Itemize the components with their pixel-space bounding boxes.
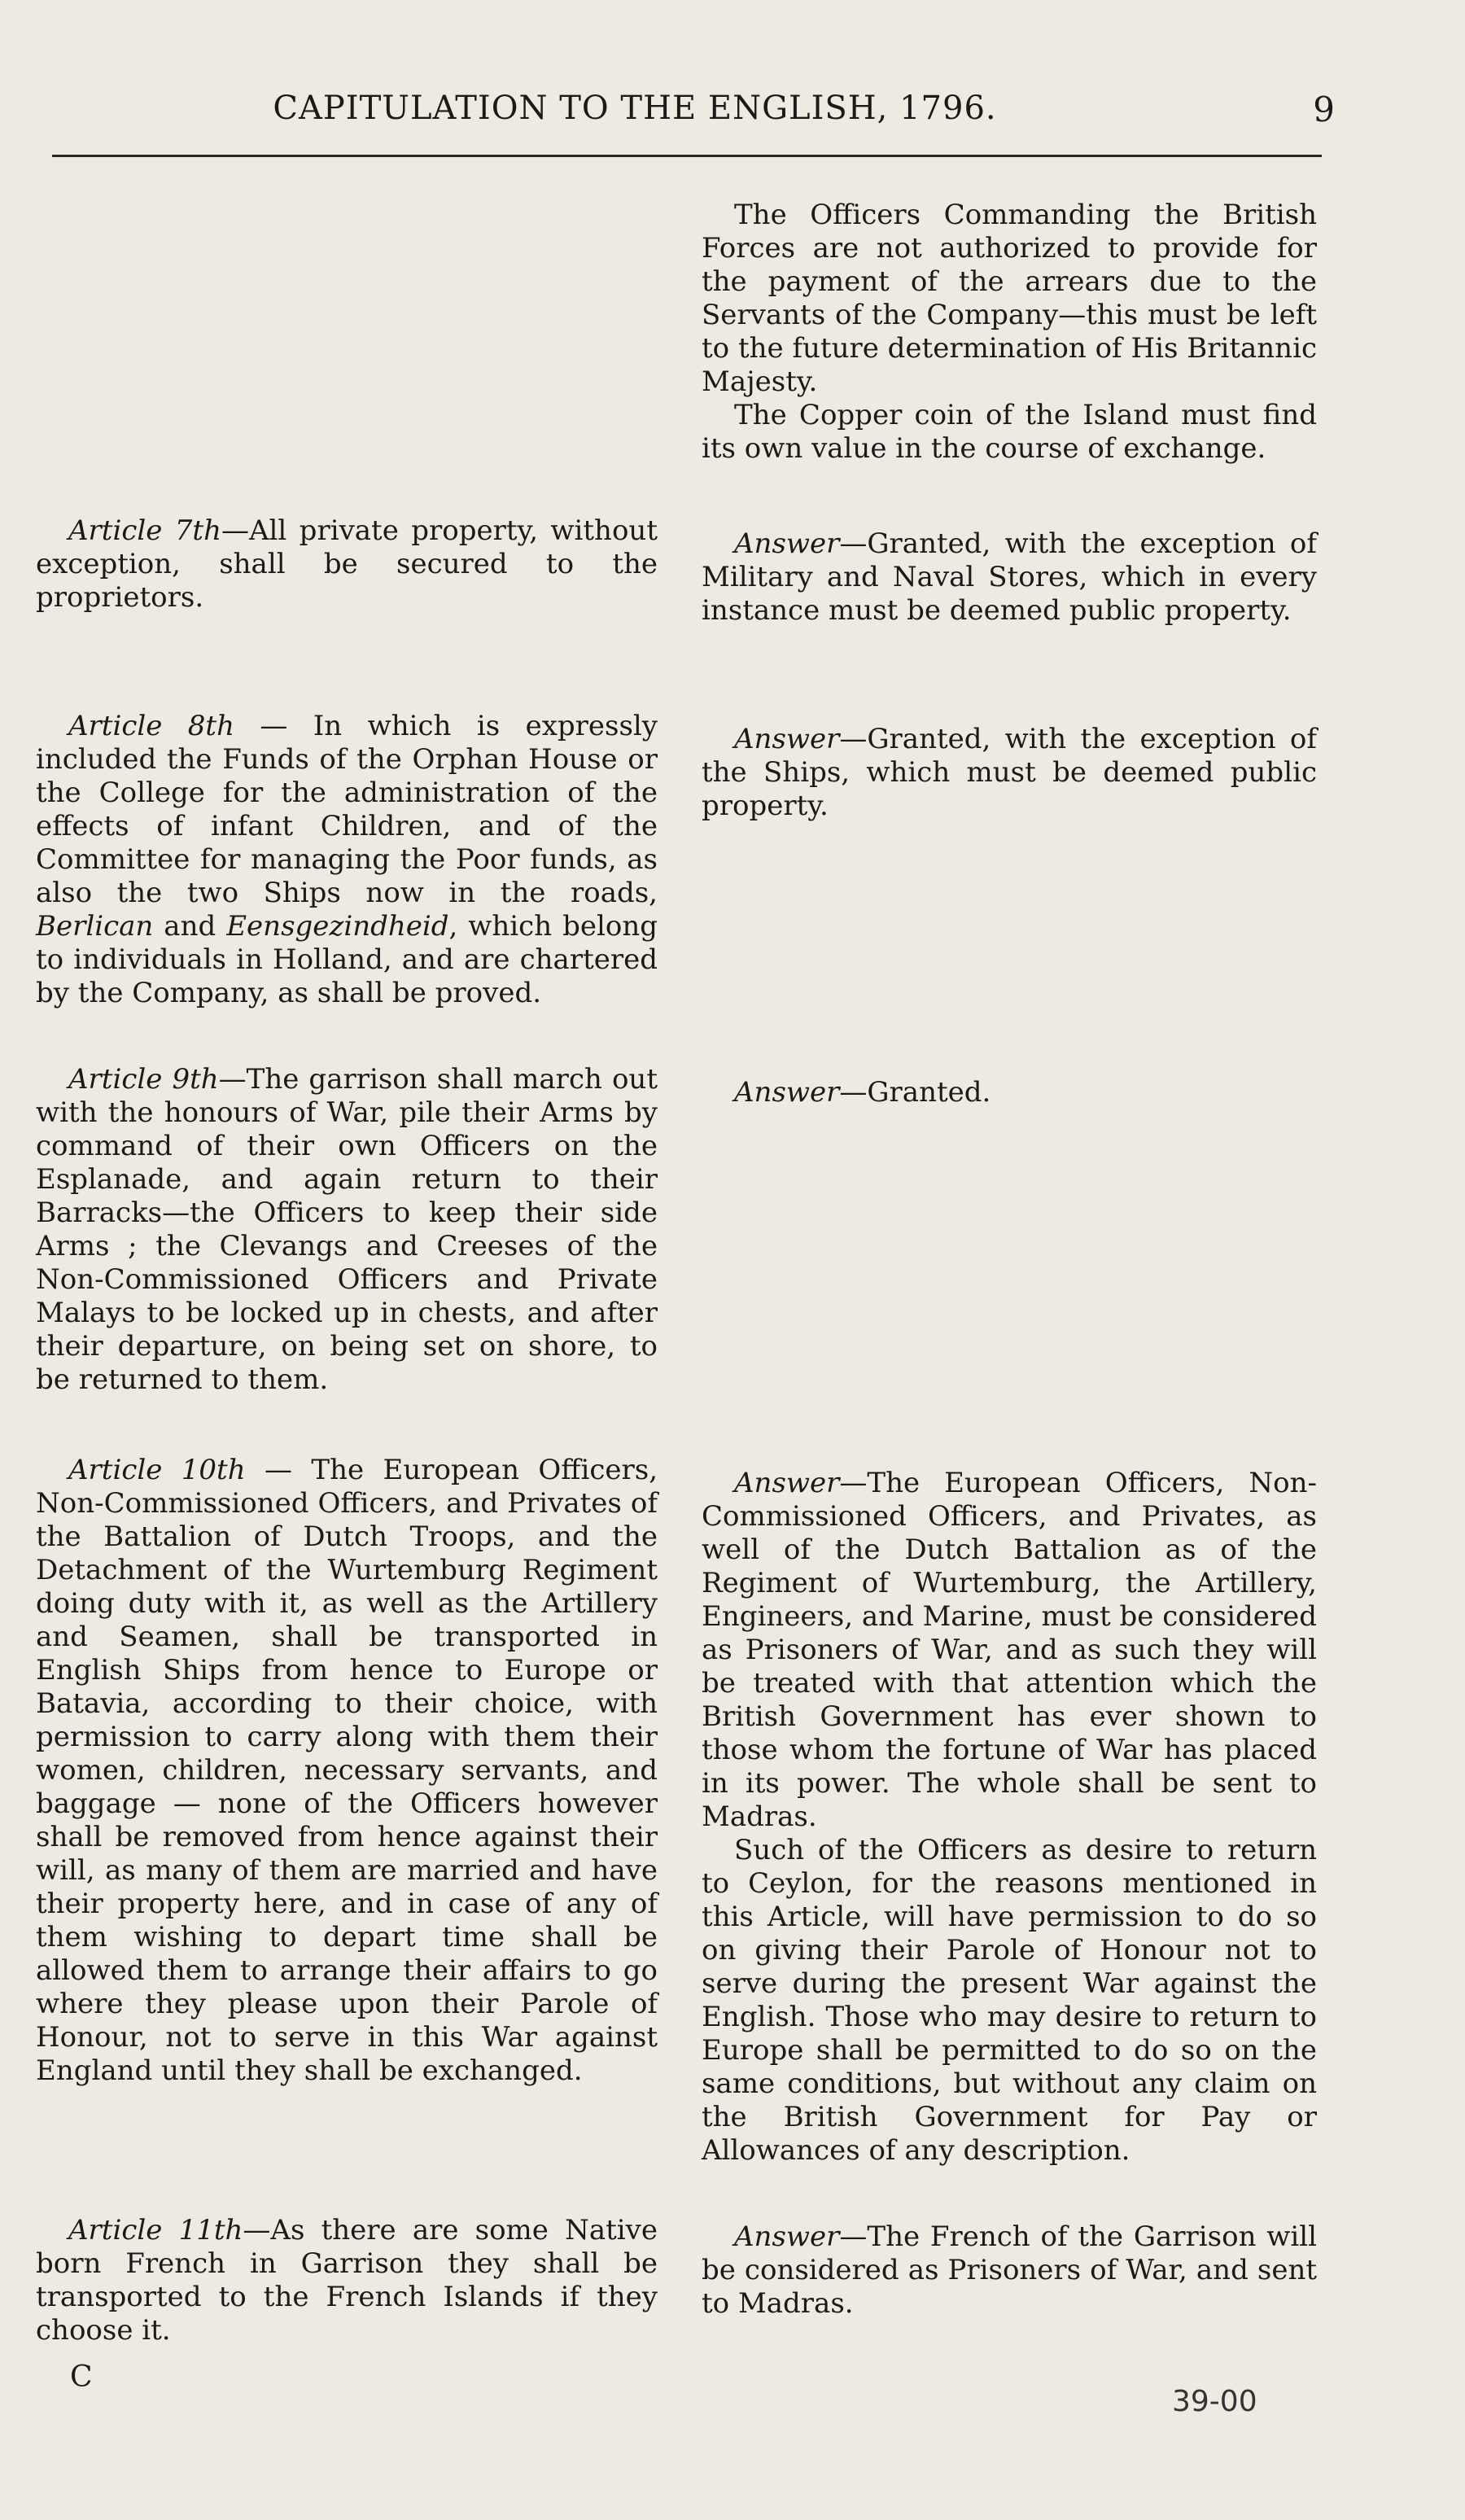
article-label: Article 9th bbox=[68, 1063, 219, 1096]
answer-text: —The European Officers, Non-Commissioned Officers, and Privates, as well of the Dutch Battalion as of the Regiment of Wurtemburg, the Artillery, Engineers, and Marine, must be considered as Prisoners of War, and as such they will be treated with that attention which the British Government has ever shown to those whom the fortune of War has placed in its power. The whole shall be sent to Madras. bbox=[702, 1467, 1317, 1833]
answer-label: Answer bbox=[734, 1467, 840, 1499]
article-9 bbox=[36, 1063, 658, 1397]
article-text: — In which is expressly included the Funds of the Orphan House or the College for the administration of the effects of infant Children, and of the Committee for managing the Poor funds, as also the two Ships now in the roads, bbox=[36, 710, 658, 909]
answer-label: Answer bbox=[734, 1076, 840, 1109]
ship-name: Eensgezindheid bbox=[226, 910, 449, 943]
header-rule bbox=[52, 155, 1322, 157]
answer-8 bbox=[702, 723, 1317, 823]
article-text: —All private property, without exception, shall be secured to the proprietors. bbox=[36, 514, 658, 614]
intro-answer-paragraph-2: The Copper coin of the Island must find its own value in the course of exchange. bbox=[702, 399, 1317, 465]
article-label: Article 10th bbox=[68, 1454, 246, 1486]
article-text: —The garrison shall march out with the honours of War, pile their Arms by command of their own Officers on the Esplanade, and again return to their Barracks—the Officers to keep their side Arms ; the Clevangs and Creeses of the Non-Commissioned Officers and Private Malays to be locked up in chests, and after their departure, on being set on shore, to be returned to them. bbox=[36, 1063, 658, 1396]
article-label: Article 11th bbox=[68, 2214, 243, 2247]
answer-label: Answer bbox=[734, 2220, 840, 2253]
article-11 bbox=[36, 2214, 658, 2347]
signature-mark: C bbox=[70, 2360, 93, 2394]
article-10 bbox=[36, 1454, 658, 2088]
article-text: — The European Officers, Non-Commissioned Officers, and Privates of the Battalion of Dutch Troops, and the Detachment of the Wurtemburg Regiment doing duty with it, as well as the Artillery and Seamen, shall be transported in English Ships from hence to Europe or Batavia, according to their choice, with permission to carry along with them their women, children, necessary servants, and baggage — none of the Officers however shall be removed from hence against their will, as many of them are married and have their property here, and in case of any of them wishing to depart time shall be allowed them to arrange their affairs to go where they please upon their Parole of Honour, not to serve in this War against England until they shall be exchanged. bbox=[36, 1454, 658, 2087]
article-text: —As there are some Native born French in Garrison they shall be transported to the French Islands if they choose it. bbox=[36, 2214, 658, 2347]
ship-name: Berlican bbox=[36, 910, 154, 943]
answer-text: —Granted, with the exception of Military and Naval Stores, which in every instance must be deemed public property. bbox=[702, 527, 1317, 627]
article-8 bbox=[36, 710, 658, 1010]
article-text: and bbox=[153, 910, 227, 943]
article-label: Article 8th bbox=[68, 710, 234, 742]
answer-text-continued: Such of the Officers as desire to return to Ceylon, for the reasons mentioned in this Article, will have permission to do so on giving their Parole of Honour not to serve during the present War against the English. Those who may desire to return to Europe shall be permitted to do so on the same conditions, but without any claim on the British Government for Pay or Allowances of any description. bbox=[702, 1834, 1317, 2167]
answer-label: Answer bbox=[734, 723, 840, 755]
answer-label: Answer bbox=[734, 527, 840, 560]
article-text: , which belong to individuals in Holland, and are chartered by the Company, as shall be proved. bbox=[36, 910, 658, 1009]
page-title: CAPITULATION TO THE ENGLISH, 1796. bbox=[273, 90, 997, 127]
intro-answer-paragraph-1: The Officers Commanding the British Forces are not authorized to provide for the payment of the arrears due to the Servants of the Company—this must be left to the future determination of His Britannic Majesty. bbox=[702, 199, 1317, 398]
intro-answer bbox=[702, 199, 1317, 466]
page-number: 9 bbox=[1313, 90, 1335, 129]
article-7 bbox=[36, 514, 658, 615]
answer-text: —Granted. bbox=[839, 1076, 991, 1109]
running-header bbox=[49, 86, 1335, 143]
catalog-stamp: 39-00 bbox=[1172, 2385, 1257, 2418]
answer-7 bbox=[702, 527, 1317, 628]
answer-10 bbox=[702, 1467, 1317, 2168]
answer-9 bbox=[702, 1076, 1317, 1109]
answer-text: —Granted, with the exception of the Ships, which must be deemed public property. bbox=[702, 723, 1317, 822]
answer-11 bbox=[702, 2220, 1317, 2321]
answer-text: —The French of the Garrison will be considered as Prisoners of War, and sent to Madras. bbox=[702, 2220, 1317, 2320]
article-label: Article 7th bbox=[68, 514, 221, 547]
